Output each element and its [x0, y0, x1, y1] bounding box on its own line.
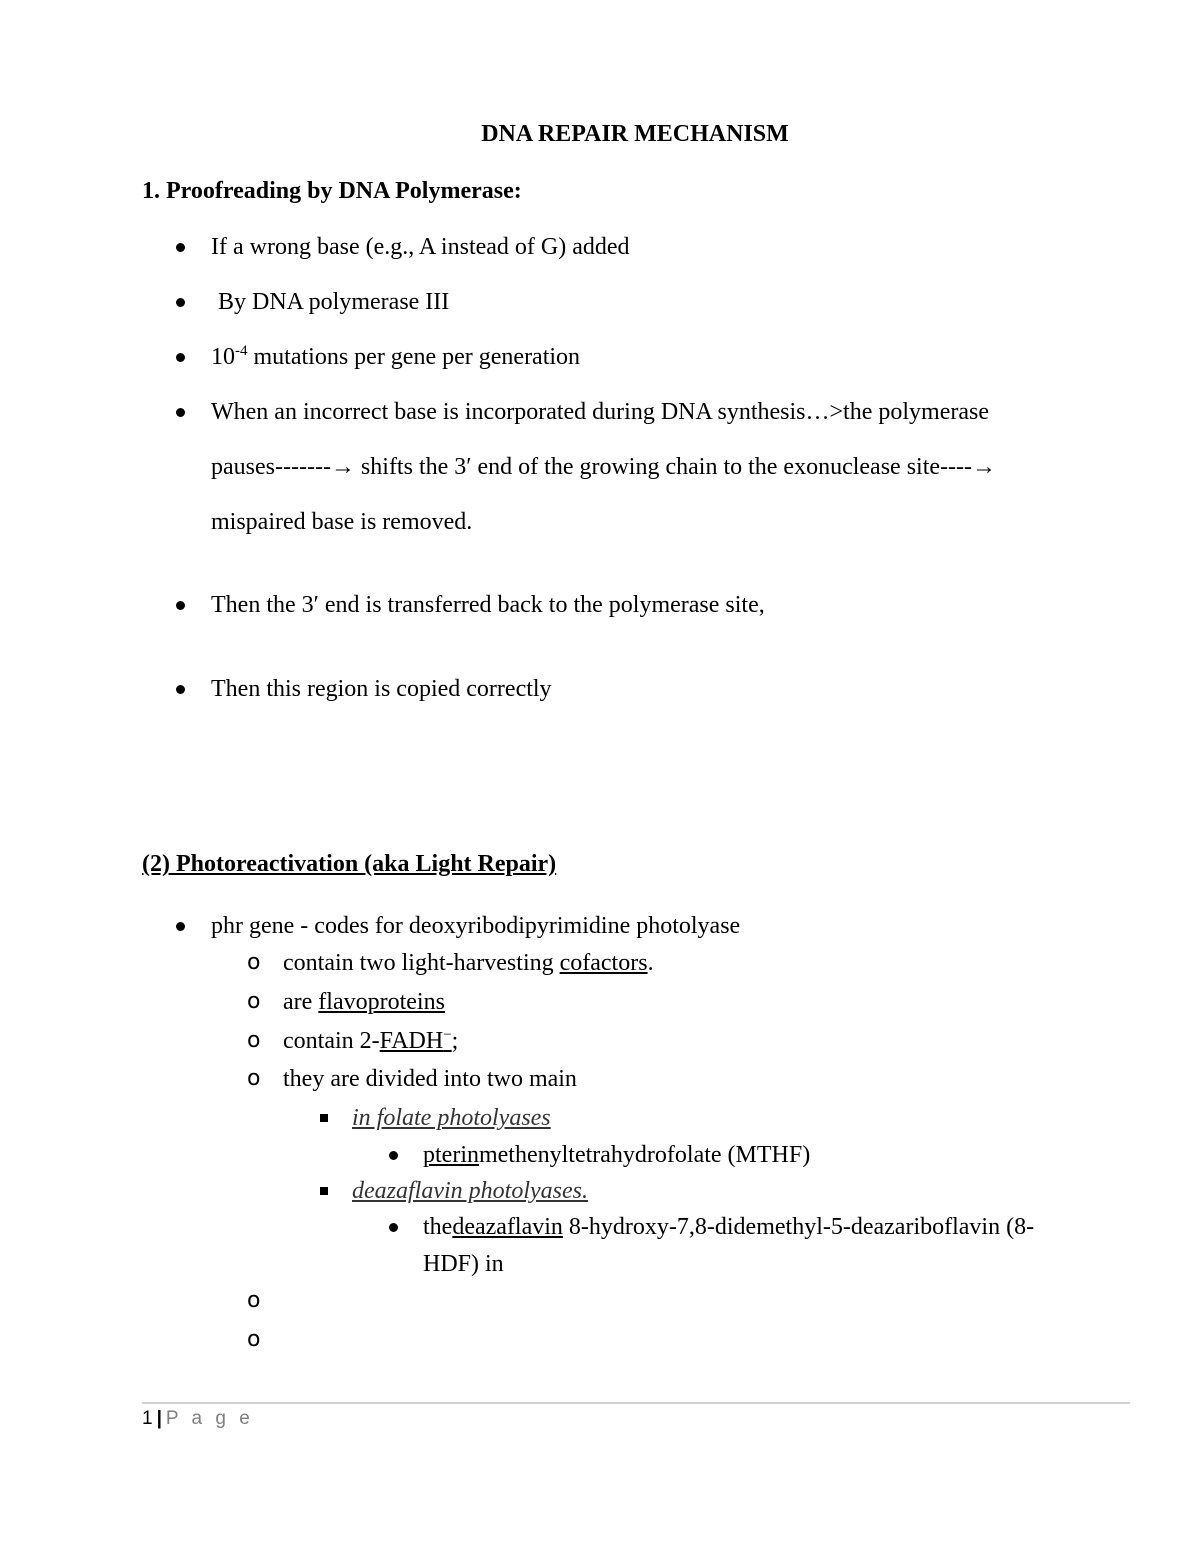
sub-sub-list-text: 8-hydroxy-7,8-didemethyl-5-deazariboflavin (8-: [562, 1214, 1035, 1240]
pterin-link[interactable]: pterin: [423, 1142, 479, 1168]
list-item: Then this region is copied correctly: [211, 676, 552, 702]
bullet-circle: o: [247, 989, 261, 1014]
list-item-line: When an incorrect base is incorporated during DNA synthesis…>the polymerase: [211, 399, 989, 425]
sub-list-item: [283, 1026, 458, 1056]
fadh-text: FADH: [379, 1028, 444, 1054]
list-item-line: mispaired base is removed.: [211, 509, 473, 535]
list-item: Then the 3′ end is transferred back to the polymerase site,: [211, 592, 765, 618]
bullet-dot: [389, 1223, 398, 1232]
sub-sub-list-text: methenyltetrahydrofolate (MTHF): [478, 1142, 811, 1168]
list-item: If a wrong base (e.g., A instead of G) added: [211, 234, 630, 260]
page-label: P a g e: [165, 1408, 254, 1429]
bullet-dot: [176, 243, 185, 252]
deazaflavin-link[interactable]: deazaflavin: [452, 1214, 563, 1240]
list-item-line: pauses-------→ shifts the 3′ end of the growing chain to the exonuclease site----→: [211, 454, 996, 480]
document-title: DNA REPAIR MECHANISM: [481, 121, 789, 147]
cofactors-link[interactable]: cofactors: [559, 950, 648, 976]
mutation-rate-exponent: -4: [235, 343, 248, 359]
sub-list-item: they are divided into two main: [283, 1066, 577, 1092]
bullet-circle: o: [247, 1066, 261, 1091]
sub-sub-list-item: [423, 1212, 1034, 1242]
bullet-dot: [176, 685, 185, 694]
folate-photolyases-link[interactable]: in folate photolyases: [352, 1105, 551, 1131]
sub-sub-list-item: [423, 1140, 810, 1170]
bullet-circle: o: [247, 950, 261, 975]
bullet-dot: [176, 408, 185, 417]
footer-divider: [142, 1402, 1130, 1404]
sub-list-text: .: [647, 950, 654, 976]
bullet-dot: [176, 922, 185, 931]
sub-list-text: are: [283, 989, 319, 1015]
mutation-rate-base: 10: [211, 344, 235, 370]
mutation-rate-text: mutations per gene per generation: [247, 344, 581, 370]
bullet-circle: o: [247, 1028, 261, 1053]
list-item: By DNA polymerase III: [218, 289, 450, 315]
sub-list-item: [283, 948, 654, 978]
bullet-square: [320, 1187, 328, 1195]
bullet-dot: [176, 298, 185, 307]
page-number: 1: [142, 1408, 153, 1429]
page-footer: [142, 1408, 254, 1430]
fadh-link[interactable]: [380, 1028, 452, 1054]
bullet-circle: o: [247, 1288, 261, 1313]
footer-separator: |: [156, 1408, 162, 1429]
sub-list-text: ;: [451, 1028, 459, 1054]
bullet-square: [320, 1114, 328, 1122]
sub-sub-list-item-line: HDF) in: [423, 1251, 504, 1277]
sub-list-item: [283, 987, 445, 1017]
bullet-circle: o: [247, 1327, 261, 1352]
list-item: phr gene - codes for deoxyribodipyrimidine photolyase: [211, 913, 741, 939]
bullet-dot: [389, 1151, 398, 1160]
flavoproteins-link[interactable]: flavoproteins: [318, 989, 445, 1015]
section-1-heading: 1. Proofreading by DNA Polymerase:: [142, 178, 522, 204]
fadh-charge: −: [443, 1027, 452, 1043]
sub-list-text: contain two light-harvesting: [283, 950, 560, 976]
bullet-dot: [176, 601, 185, 610]
bullet-dot: [176, 353, 185, 362]
sub-sub-list-text: the: [423, 1214, 453, 1240]
deazaflavin-photolyases-link[interactable]: deazaflavin photolyases.: [352, 1178, 588, 1204]
section-2-heading: (2) Photoreactivation (aka Light Repair): [142, 851, 557, 877]
list-item: [211, 342, 580, 372]
sub-list-text: contain 2-: [283, 1028, 380, 1054]
